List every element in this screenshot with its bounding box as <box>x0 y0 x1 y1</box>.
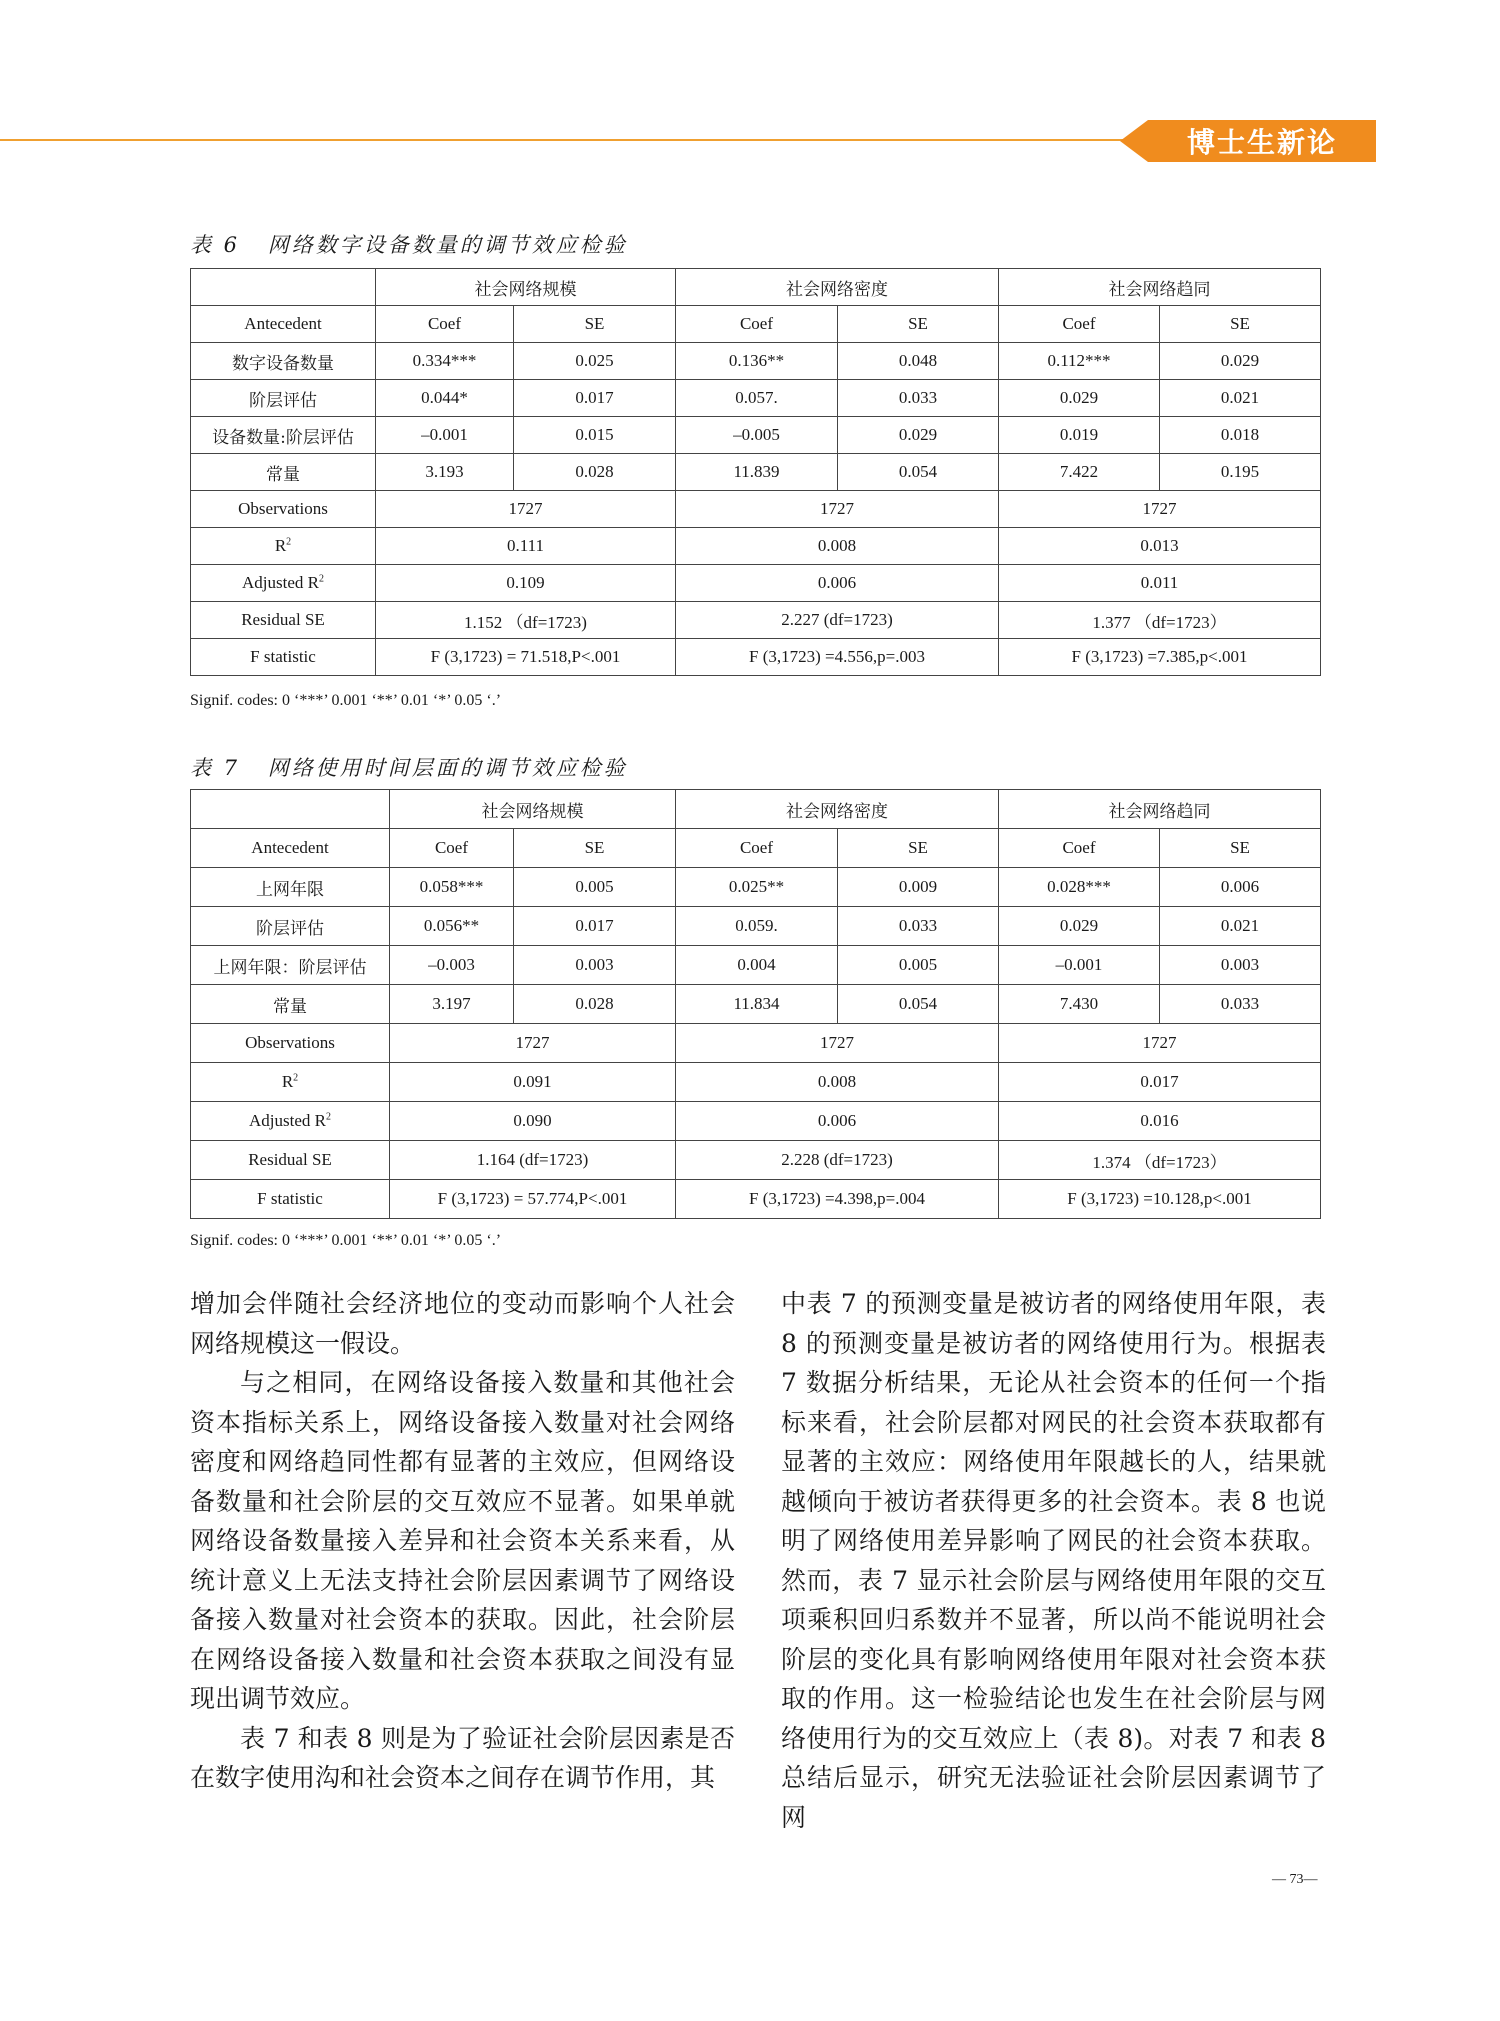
table-row <box>191 343 1321 380</box>
stat-label-text: F statistic <box>250 647 316 666</box>
table-row <box>191 380 1321 417</box>
stat-label-text: Residual SE <box>241 610 325 629</box>
table6 <box>190 268 1321 676</box>
table6-caption-number: 表 6 <box>190 233 241 257</box>
stat-label-superscript: 2 <box>325 1111 331 1123</box>
se-cell: 0.033 <box>1160 985 1321 1024</box>
se-cell: 0.006 <box>1160 868 1321 907</box>
stat-value: 1727 <box>676 491 999 528</box>
stats-row <box>191 528 1321 565</box>
se-cell: 0.017 <box>514 907 676 946</box>
stat-value: 0.109 <box>376 565 676 602</box>
se-cell: 0.017 <box>514 380 676 417</box>
table7-caption <box>190 752 628 782</box>
stat-value: 1727 <box>999 1024 1321 1063</box>
coef-header: Coef <box>676 829 838 868</box>
antecedent-header: Antecedent <box>191 306 376 343</box>
body-column-right <box>781 1284 1326 1837</box>
se-cell: 0.054 <box>838 454 999 491</box>
row-label: 设备数量:阶层评估 <box>191 417 376 454</box>
stat-label <box>191 1141 390 1180</box>
row-label: 上网年限：阶层评估 <box>191 946 390 985</box>
stat-value: F (3,1723) =7.385,p<.001 <box>999 639 1321 676</box>
row-label: 常量 <box>191 985 390 1024</box>
stat-label <box>191 1102 390 1141</box>
row-label: 上网年限 <box>191 868 390 907</box>
se-cell: 0.195 <box>1160 454 1321 491</box>
coef-cell: 0.028*** <box>999 868 1160 907</box>
coef-cell: 0.056** <box>390 907 514 946</box>
stat-label-text: R <box>274 536 287 555</box>
row-label: 常量 <box>191 454 376 491</box>
se-header: SE <box>514 829 676 868</box>
table-corner-cell <box>191 790 390 829</box>
column-group-header: 社会网络密度 <box>676 269 999 306</box>
stat-label-text: Observations <box>245 1033 335 1052</box>
stat-label <box>191 565 376 602</box>
stat-value: 0.017 <box>999 1063 1321 1102</box>
table7 <box>190 789 1321 1219</box>
column-group-header: 社会网络趋同 <box>999 790 1321 829</box>
coef-header: Coef <box>999 829 1160 868</box>
stat-value: 1727 <box>390 1024 676 1063</box>
coef-cell: 0.136** <box>676 343 838 380</box>
se-cell: 0.029 <box>1160 343 1321 380</box>
se-cell: 0.033 <box>838 907 999 946</box>
stat-label-superscript: 2 <box>293 1072 299 1084</box>
stat-label-text: R <box>281 1072 294 1091</box>
coef-cell: 3.197 <box>390 985 514 1024</box>
stat-value: F (3,1723) =4.398,p=.004 <box>676 1180 999 1219</box>
table-corner-cell <box>191 269 376 306</box>
column-group-header: 社会网络规模 <box>376 269 676 306</box>
coef-cell: 0.044* <box>376 380 514 417</box>
stats-row <box>191 639 1321 676</box>
se-cell: 0.005 <box>838 946 999 985</box>
coef-cell: 7.422 <box>999 454 1160 491</box>
body-paragraph: 中表 7 的预测变量是被访者的网络使用年限，表 8 的预测变量是被访者的网络使用行为。根据表 7 数据分析结果，无论从社会资本的任何一个指标来看，社会阶层都对网民的社会资本获取都有显著的主效应：网络使用年限越长的人，结果就越倾向于被访者获得更多的社会资本。表 8 也说明了网络使用差异影响了网民的社会资本获取。然而，表 7 显示社会阶层与网络使用年限的交互项乘积回归系数并不显著，所以尚不能说明社会阶层的变化具有影响网络使用年限对社会资本获取的作用。这一检验结论也发生在社会阶层与网络使用行为的交互效应上（表 8)。对表 7 和表 8 总结后显示，研究无法验证社会阶层因素调节了网 <box>781 1289 1326 1832</box>
se-cell: 0.054 <box>838 985 999 1024</box>
coef-cell: 0.025** <box>676 868 838 907</box>
row-label: 阶层评估 <box>191 380 376 417</box>
table-row <box>191 907 1321 946</box>
stat-label <box>191 528 376 565</box>
stat-value: 1727 <box>676 1024 999 1063</box>
se-cell: 0.015 <box>514 417 676 454</box>
stat-value: 0.013 <box>999 528 1321 565</box>
stat-value: 1.374 （df=1723） <box>999 1141 1321 1180</box>
coef-cell: 0.029 <box>999 907 1160 946</box>
stat-label <box>191 602 376 639</box>
coef-cell: 0.019 <box>999 417 1160 454</box>
stat-value: F (3,1723) =10.128,p<.001 <box>999 1180 1321 1219</box>
table-row <box>191 454 1321 491</box>
coef-cell: –0.005 <box>676 417 838 454</box>
table7-caption-number: 表 7 <box>190 756 241 780</box>
column-group-header: 社会网络密度 <box>676 790 999 829</box>
stats-row <box>191 565 1321 602</box>
stats-row <box>191 1063 1321 1102</box>
stat-value: 0.016 <box>999 1102 1321 1141</box>
column-group-header: 社会网络规模 <box>390 790 676 829</box>
table7-caption-text: 网络使用时间层面的调节效应检验 <box>267 756 628 780</box>
coef-cell: 0.334*** <box>376 343 514 380</box>
stat-label-text: Observations <box>238 499 328 518</box>
table-row <box>191 868 1321 907</box>
page-number: — 73— <box>1272 1872 1318 1887</box>
body-column-left <box>190 1284 735 1798</box>
table-header-row <box>191 790 1321 829</box>
se-header: SE <box>514 306 676 343</box>
coef-cell: 0.059. <box>676 907 838 946</box>
se-cell: 0.029 <box>838 417 999 454</box>
stat-value: 0.006 <box>676 565 999 602</box>
se-cell: 0.021 <box>1160 380 1321 417</box>
coef-cell: 11.834 <box>676 985 838 1024</box>
coef-cell: 7.430 <box>999 985 1160 1024</box>
table-header-row <box>191 269 1321 306</box>
table6-signif-codes: Signif. codes: 0 ‘***’ 0.001 ‘**’ 0.01 ‘*’ 0.05 ‘.’ <box>190 692 502 709</box>
coef-header: Coef <box>376 306 514 343</box>
stat-value: 2.228 (df=1723) <box>676 1141 999 1180</box>
stat-value: 0.008 <box>676 528 999 565</box>
body-paragraph: 与之相同，在网络设备接入数量和其他社会资本指标关系上，网络设备接入数量对社会网络密度和网络趋同性都有显著的主效应，但网络设备数量和社会阶层的交互效应不显著。如果单就网络设备数量接入差异和社会资本关系来看，从统计意义上无法支持社会阶层因素调节了网络设备接入数量对社会资本的获取。因此，社会阶层在网络设备接入数量和社会资本获取之间没有显现出调节效应。 <box>190 1368 735 1713</box>
stats-row <box>191 602 1321 639</box>
stat-label <box>191 1063 390 1102</box>
stats-row <box>191 1024 1321 1063</box>
coef-cell: 3.193 <box>376 454 514 491</box>
coef-header: Coef <box>676 306 838 343</box>
se-cell: 0.003 <box>1160 946 1321 985</box>
se-cell: 0.025 <box>514 343 676 380</box>
stat-label-superscript: 2 <box>318 573 324 585</box>
stat-value: 1.164 (df=1723) <box>390 1141 676 1180</box>
stat-label-text: Adjusted R <box>242 573 319 592</box>
table-subheader-row <box>191 306 1321 343</box>
stat-value: 0.008 <box>676 1063 999 1102</box>
coef-cell: –0.001 <box>376 417 514 454</box>
stat-value: F (3,1723) = 71.518,P<.001 <box>376 639 676 676</box>
se-cell: 0.005 <box>514 868 676 907</box>
se-header: SE <box>1160 306 1321 343</box>
stat-value: F (3,1723) = 57.774,P<.001 <box>390 1180 676 1219</box>
stat-value: 1727 <box>376 491 676 528</box>
stat-label <box>191 491 376 528</box>
stat-value: 1.152 （df=1723) <box>376 602 676 639</box>
coef-cell: 0.057. <box>676 380 838 417</box>
coef-cell: 0.004 <box>676 946 838 985</box>
stats-row <box>191 1102 1321 1141</box>
coef-cell: 0.058*** <box>390 868 514 907</box>
se-header: SE <box>838 829 999 868</box>
se-cell: 0.028 <box>514 454 676 491</box>
stat-label-superscript: 2 <box>286 536 292 548</box>
table6-caption <box>190 229 628 259</box>
coef-cell: 0.112*** <box>999 343 1160 380</box>
column-group-header: 社会网络趋同 <box>999 269 1321 306</box>
stat-label <box>191 1024 390 1063</box>
stat-value: 2.227 (df=1723) <box>676 602 999 639</box>
se-cell: 0.033 <box>838 380 999 417</box>
se-cell: 0.009 <box>838 868 999 907</box>
coef-header: Coef <box>390 829 514 868</box>
coef-cell: 0.029 <box>999 380 1160 417</box>
coef-cell: 11.839 <box>676 454 838 491</box>
stat-value: 0.111 <box>376 528 676 565</box>
section-tag: 博士生新论 <box>1148 120 1376 162</box>
stats-row <box>191 1180 1321 1219</box>
se-cell: 0.048 <box>838 343 999 380</box>
stats-row <box>191 491 1321 528</box>
coef-cell: –0.003 <box>390 946 514 985</box>
stat-value: 1.377 （df=1723） <box>999 602 1321 639</box>
stat-value: 0.006 <box>676 1102 999 1141</box>
stats-row <box>191 1141 1321 1180</box>
se-cell: 0.021 <box>1160 907 1321 946</box>
table-row <box>191 946 1321 985</box>
stat-value: 1727 <box>999 491 1321 528</box>
stat-label-text: Residual SE <box>248 1150 332 1169</box>
se-cell: 0.028 <box>514 985 676 1024</box>
se-header: SE <box>1160 829 1321 868</box>
stat-label-text: Adjusted R <box>249 1111 326 1130</box>
stat-label <box>191 1180 390 1219</box>
stat-value: 0.011 <box>999 565 1321 602</box>
header-rule <box>0 139 1160 141</box>
antecedent-header: Antecedent <box>191 829 390 868</box>
table7-signif-codes: Signif. codes: 0 ‘***’ 0.001 ‘**’ 0.01 ‘*’ 0.05 ‘.’ <box>190 1232 502 1249</box>
stat-value: 0.090 <box>390 1102 676 1141</box>
stat-value: F (3,1723) =4.556,p=.003 <box>676 639 999 676</box>
stat-label-text: F statistic <box>257 1189 323 1208</box>
stat-label <box>191 639 376 676</box>
table-row <box>191 985 1321 1024</box>
body-paragraph: 表 7 和表 8 则是为了验证社会阶层因素是否在数字使用沟和社会资本之间存在调节作用，其 <box>190 1723 735 1792</box>
body-paragraph: 增加会伴随社会经济地位的变动而影响个人社会网络规模这一假设。 <box>190 1289 735 1358</box>
coef-header: Coef <box>999 306 1160 343</box>
row-label: 数字设备数量 <box>191 343 376 380</box>
se-cell: 0.003 <box>514 946 676 985</box>
se-cell: 0.018 <box>1160 417 1321 454</box>
coef-cell: –0.001 <box>999 946 1160 985</box>
stat-value: 0.091 <box>390 1063 676 1102</box>
table-row <box>191 417 1321 454</box>
table6-caption-text: 网络数字设备数量的调节效应检验 <box>267 233 628 257</box>
se-header: SE <box>838 306 999 343</box>
table-subheader-row <box>191 829 1321 868</box>
row-label: 阶层评估 <box>191 907 390 946</box>
